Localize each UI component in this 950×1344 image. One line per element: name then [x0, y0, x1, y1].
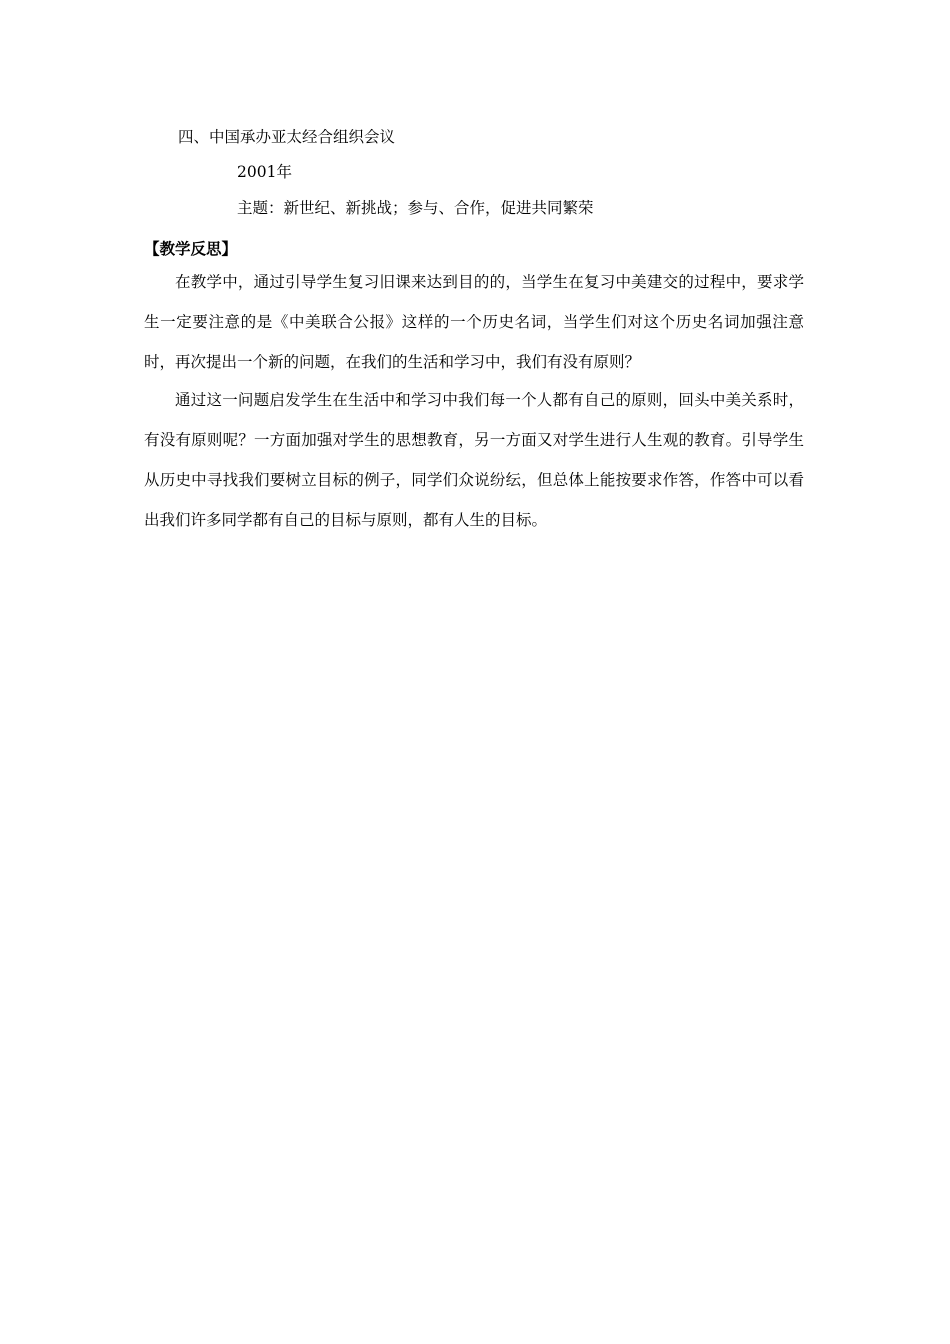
reflection-title: 【教学反思】 — [144, 239, 238, 258]
event-year: 2001年 — [237, 163, 292, 181]
reflection-paragraph-2: 通过这一问题启发学生在生活中和学习中我们每一个人都有自己的原则，回头中美关系时，有没有原则呢？一方面加强对学生的思想教育，另一方面又对学生进行人生观的教育。引导学生从历史中寻找我们要树立目标的例子，同学们众说纷纭，但总体上能按要求作答，作答中可以看出我们许多同学都有自己的目标与原则，都有人生的目标。 — [144, 391, 804, 529]
reflection-paragraph-1: 在教学中，通过引导学生复习旧课来达到目的的，当学生在复习中美建交的过程中，要求学生一定要注意的是《中美联合公报》这样的一个历史名词，当学生们对这个历史名词加强注意时，再次提出一个新的问题，在我们的生活和学习中，我们有没有原则？ — [144, 273, 804, 371]
section-heading: 四、中国承办亚太经合组织会议 — [178, 128, 396, 146]
event-theme: 主题：新世纪、新挑战；参与、合作，促进共同繁荣 — [237, 199, 594, 217]
